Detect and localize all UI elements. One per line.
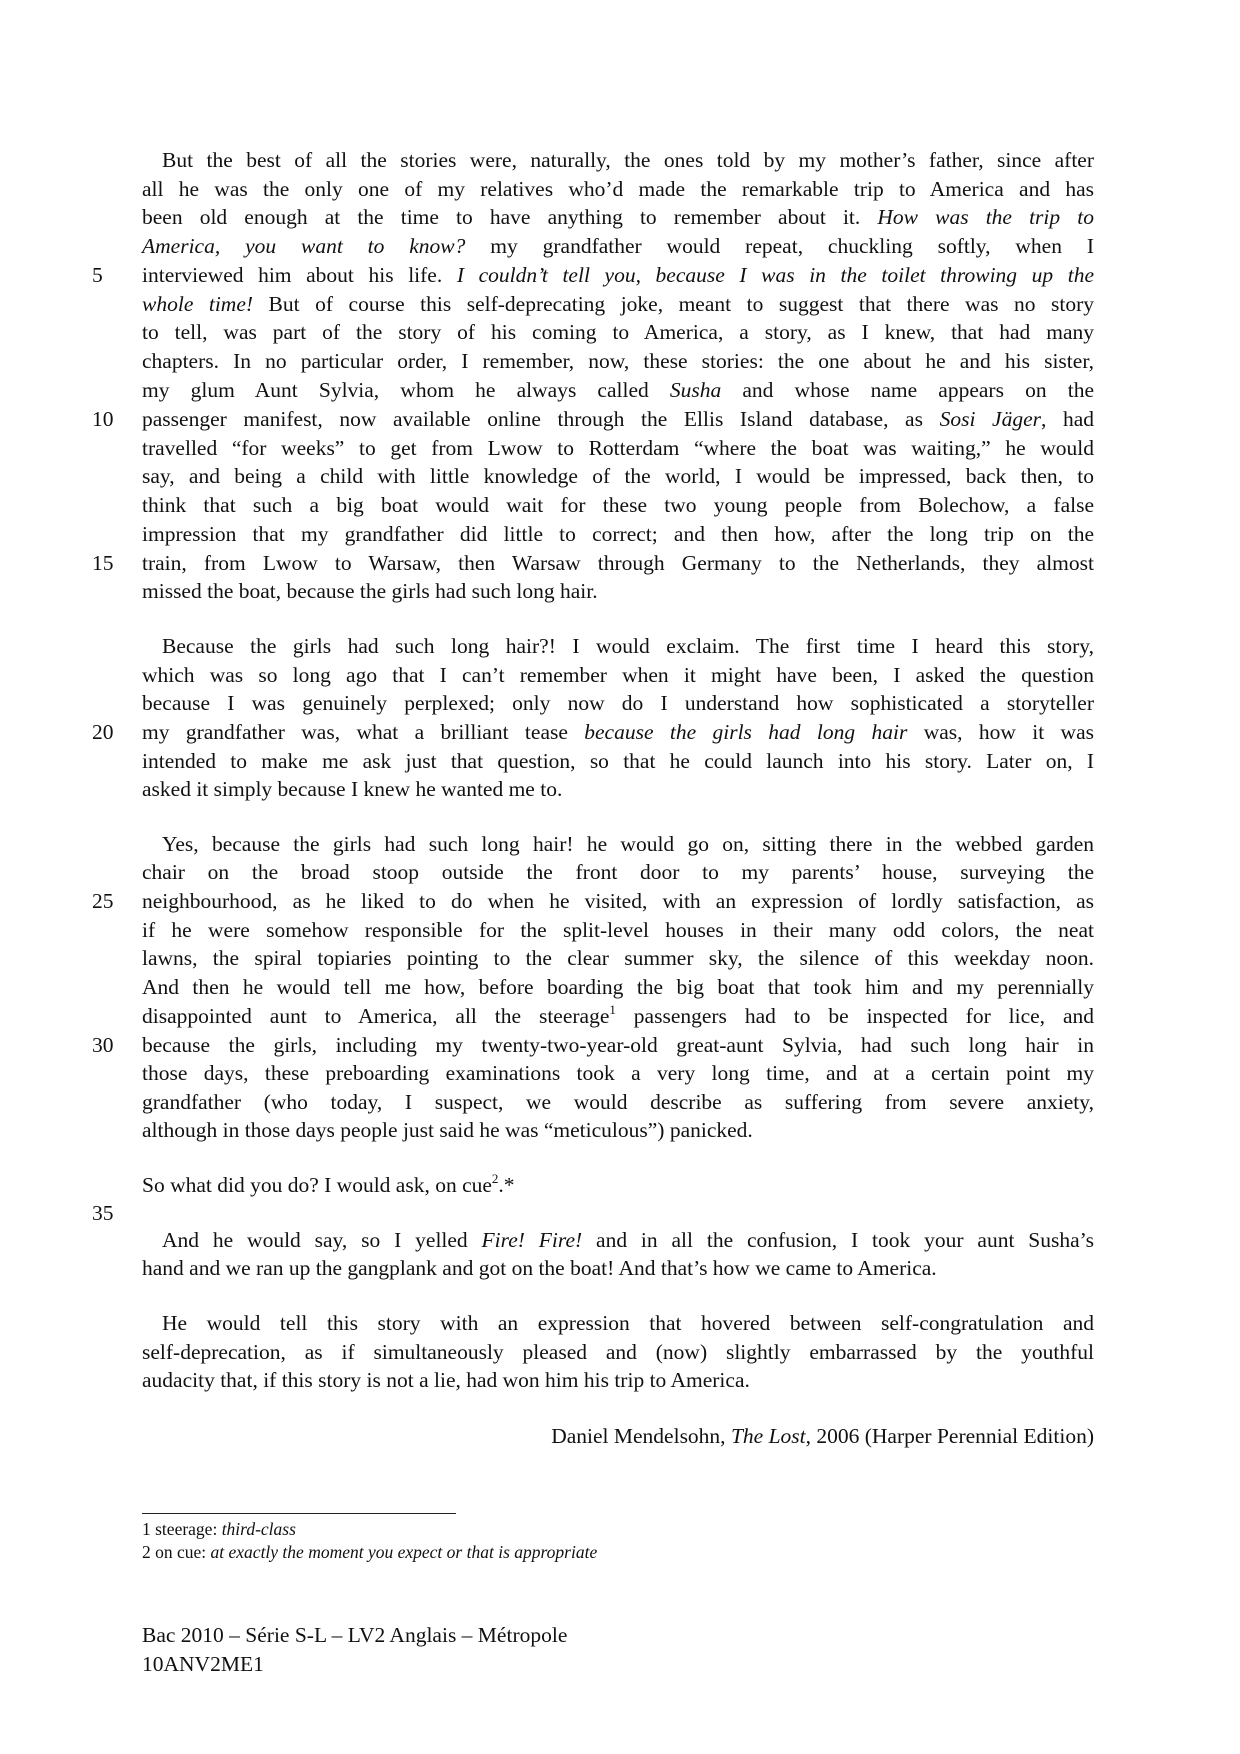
text-line: disappointed aunt to America, all the steerage$^1$ passengers had to be inspected for lice, and (142, 1002, 1094, 1028)
text-line: chapters. In no particular order, I remember, now, these stories: the one about he and his sister, (142, 349, 1094, 373)
text-line: impression that my grandfather did little to correct; and then how, after the long trip on the (142, 522, 1094, 546)
text-line: self-deprecation, as if simultaneously pleased and (now) slightly embarrassed by the youthful (142, 1340, 1094, 1364)
footnote-1: 1 steerage: third-class (142, 1519, 296, 1539)
text-line: been old enough at the time to have anything to remember about it. How was the trip to (142, 205, 1094, 229)
text-line: those days, these preboarding examinations took a very long time, and at a certain point my (142, 1061, 1094, 1085)
footnote-2: 2 on cue: at exactly the moment you expect or that is appropriate (142, 1542, 598, 1562)
text-line: if he were somehow responsible for the split-level houses in their many odd colors, the neat (142, 918, 1094, 942)
text-line: neighbourhood, as he liked to do when he visited, with an expression of lordly satisfaction, as (142, 889, 1094, 913)
text-line: missed the boat, because the girls had such long hair. (142, 579, 598, 603)
line-number: 10 (92, 407, 114, 431)
footnote-divider (142, 1513, 456, 1514)
line-number: 15 (92, 551, 114, 575)
line-number: 25 (92, 889, 114, 913)
text-line: America, you want to know? my grandfather would repeat, chuckling softly, when I (142, 234, 1094, 258)
text-line: although in those days people just said he was “meticulous”) panicked. (142, 1118, 753, 1142)
text-line: And then he would tell me how, before boarding the big boat that took him and my perennially (142, 975, 1094, 999)
exam-footer-code: 10ANV2ME1 (142, 1652, 264, 1676)
line-number: 20 (92, 720, 114, 744)
text-line: He would tell this story with an expression that hovered between self-congratulation and (162, 1311, 1094, 1335)
text-line: say, and being a child with little knowledge of the world, I would be impressed, back then, to (142, 464, 1094, 488)
text-line: chair on the broad stoop outside the front door to my parents’ house, surveying the (142, 860, 1094, 884)
line-number: 30 (92, 1033, 114, 1057)
text-line: Yes, because the girls had such long hair! he would go on, sitting there in the webbed garden (162, 832, 1094, 856)
exam-footer-title: Bac 2010 – Série S-L – LV2 Anglais – Métropole (142, 1623, 568, 1647)
text-line: travelled “for weeks” to get from Lwow to Rotterdam “where the boat was waiting,” he would (142, 436, 1094, 460)
text-line: all he was the only one of my relatives who’d made the remarkable trip to America and has (142, 177, 1094, 201)
text-line: because the girls, including my twenty-two-year-old great-aunt Sylvia, had such long hair in (142, 1033, 1094, 1057)
text-line: Because the girls had such long hair?! I would exclaim. The first time I heard this story, (162, 634, 1094, 658)
paragraph-4: So what did you do? I would ask, on cue$^2$.* (142, 1171, 515, 1197)
footnote-ref: 2 (491, 1171, 499, 1186)
text-line: my glum Aunt Sylvia, whom he always called Susha and whose name appears on the (142, 378, 1094, 402)
text-line: which was so long ago that I can’t remember when it might have been, I asked the question (142, 663, 1094, 687)
text-line: think that such a big boat would wait for these two young people from Bolechow, a false (142, 493, 1094, 517)
text-line: grandfather (who today, I suspect, we would describe as suffering from severe anxiety, (142, 1090, 1094, 1114)
text-line: my grandfather was, what a brilliant tease because the girls had long hair was, how it was (142, 720, 1094, 744)
footnote-ref: 1 (609, 1002, 616, 1017)
line-number: 5 (92, 263, 103, 287)
text-line: lawns, the spiral topiaries pointing to the clear summer sky, the silence of this weekday noon. (142, 946, 1094, 970)
line-number: 35 (92, 1201, 114, 1225)
text-line: train, from Lwow to Warsaw, then Warsaw through Germany to the Netherlands, they almost (142, 551, 1094, 575)
source-citation: Daniel Mendelsohn, The Lost, 2006 (Harper Perennial Edition) (551, 1424, 1094, 1448)
text-line: because I was genuinely perplexed; only now do I understand how sophisticated a storyteller (142, 691, 1094, 715)
text-line: But the best of all the stories were, naturally, the ones told by my mother’s father, since after (162, 148, 1094, 172)
text-line: asked it simply because I knew he wanted me to. (142, 777, 563, 801)
text-line: And he would say, so I yelled Fire! Fire! and in all the confusion, I took your aunt Susha’s (162, 1228, 1094, 1252)
text-line: whole time! But of course this self-deprecating joke, meant to suggest that there was no story (142, 292, 1094, 316)
text-line: hand and we ran up the gangplank and got on the boat! And that’s how we came to America. (142, 1256, 937, 1280)
text-line: passenger manifest, now available online through the Ellis Island database, as Sosi Jäger, had (142, 407, 1095, 431)
text-line: to tell, was part of the story of his coming to America, a story, as I knew, that had many (142, 320, 1094, 344)
text-line: intended to make me ask just that question, so that he could launch into his story. Later on, I (142, 749, 1094, 773)
text-line: audacity that, if this story is not a lie, had won him his trip to America. (142, 1368, 750, 1392)
text-line: interviewed him about his life. I couldn’t tell you, because I was in the toilet throwing up the (142, 263, 1095, 287)
